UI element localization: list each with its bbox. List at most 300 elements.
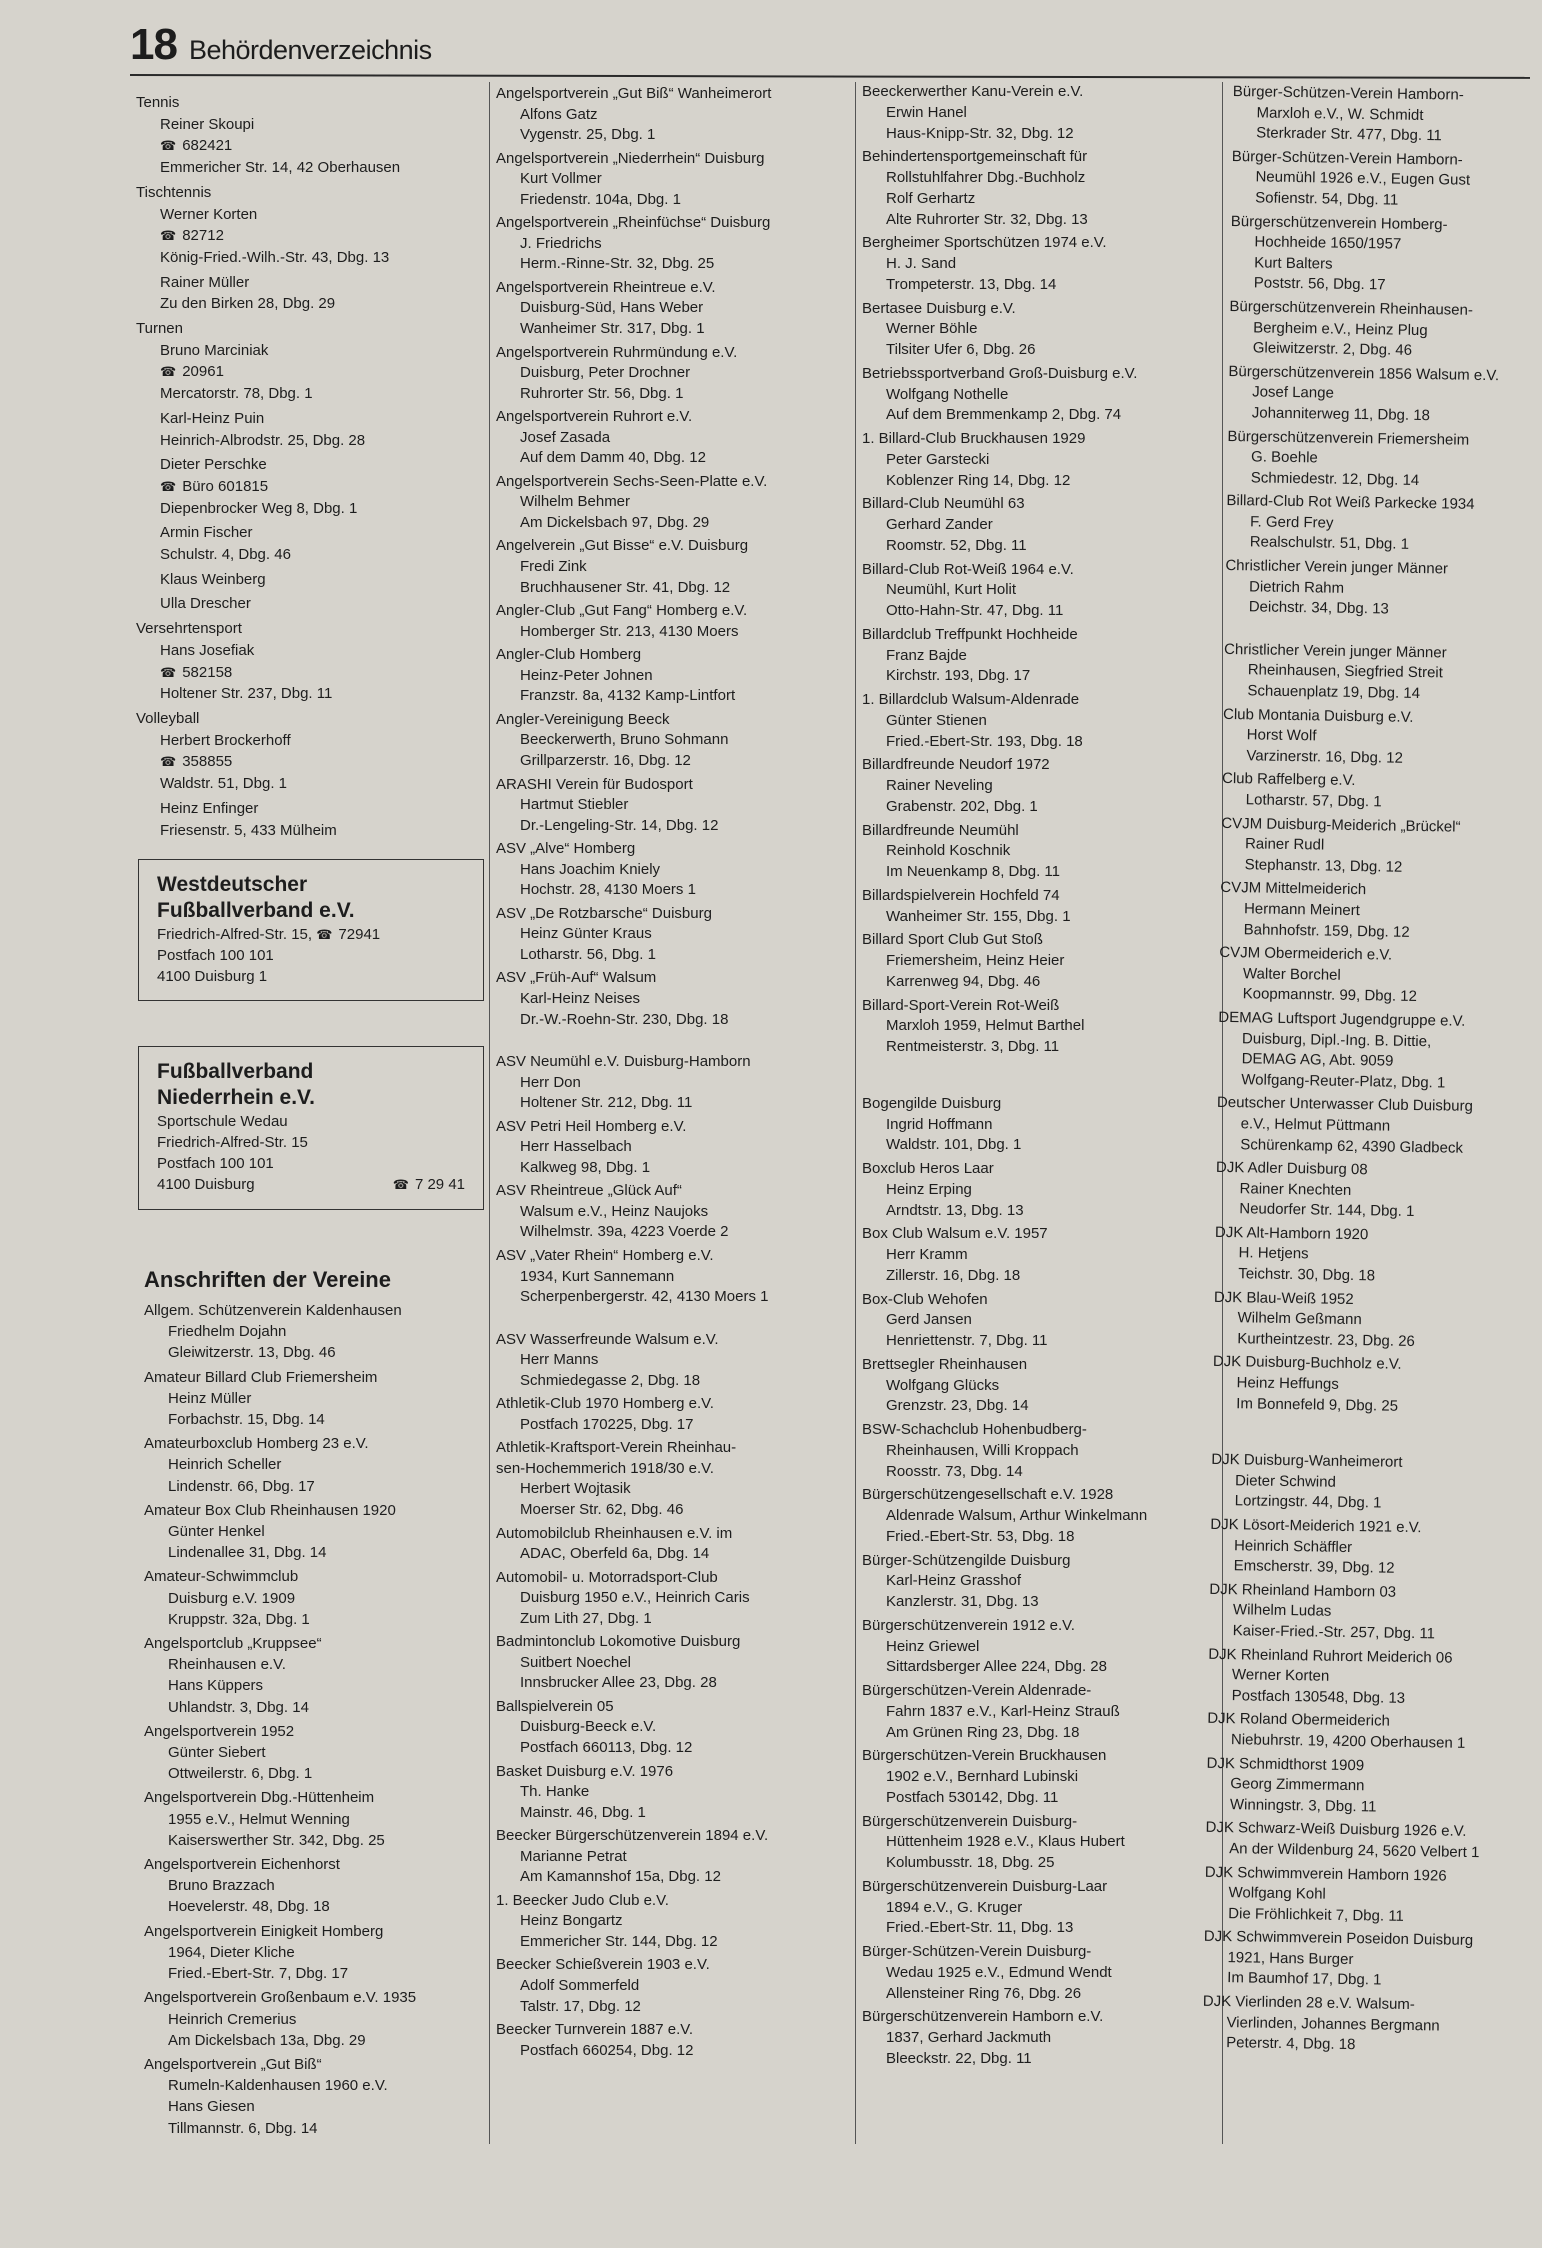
entry-detail-line: Innsbrucker Allee 23, Dbg. 28 [520, 1674, 717, 1692]
entry-detail-line: Werner Böhle [886, 320, 978, 338]
entry-detail-line: Gerhard Zander [886, 516, 993, 533]
entry-detail-line: Friesenstr. 5, 433 Mülheim [160, 821, 337, 839]
phone-icon [160, 137, 182, 154]
entry-title-line: Brettsegler Rheinhausen [862, 1355, 1028, 1373]
entry-detail-line: Teichstr. 30, Dbg. 18 [1238, 1265, 1376, 1285]
entry-detail-line: Talstr. 17, Dbg. 12 [520, 1997, 641, 2015]
entry-title-line: Tischtennis [136, 183, 212, 201]
entry-title-line: Box Club Walsum e.V. 1957 [862, 1225, 1048, 1243]
entry-detail-line: Hochheide 1650/1957 [1254, 233, 1402, 253]
phone-icon [160, 363, 182, 380]
entry-detail-line: Rollstuhlfahrer Dbg.-Buchholz [886, 169, 1086, 186]
entry-detail-line: Niebuhrstr. 19, 4200 Oberhausen 1 [1230, 1731, 1466, 1752]
entry-title-line: Bogengilde Duisburg [862, 1094, 1002, 1112]
entry-title-line: Billard-Club Rot Weiß Parkecke 1934 [1226, 492, 1475, 514]
page-number: 18 [130, 20, 177, 69]
entry-title-line: 1. Beecker Judo Club e.V. [496, 1891, 669, 1909]
entry-title-line: DJK Duisburg-Wanheimerort [1211, 1451, 1403, 1472]
entry-detail-line: Werner Korten [1231, 1666, 1330, 1685]
entry-detail-line: Kalkweg 98, Dbg. 1 [520, 1158, 651, 1176]
entry-detail-line: Auf dem Damm 40, Dbg. 12 [520, 449, 706, 467]
entry-title-line: Billard-Club Rot-Weiß 1964 e.V. [862, 560, 1074, 578]
entry-detail-line: Schmiedegasse 2, Dbg. 18 [520, 1371, 701, 1389]
entry-detail-line: Realschulstr. 51, Dbg. 1 [1249, 533, 1410, 554]
entry-detail-line: Schürenkamp 62, 4390 Gladbeck [1240, 1135, 1464, 1157]
entry-detail-line: Diepenbrocker Weg 8, Dbg. 1 [160, 499, 358, 517]
entry-detail-line: Holtener Str. 237, Dbg. 11 [160, 685, 333, 703]
entry-detail-line: Heinz Griewel [886, 1637, 980, 1655]
entry-detail-line: Schmiedestr. 12, Dbg. 14 [1250, 469, 1420, 489]
entry-detail-line: Fried.-Ebert-Str. 7, Dbg. 17 [168, 1965, 349, 1983]
entry-title-line: Angelsportverein „Gut Biß“ [144, 2055, 322, 2073]
entry-title-line: Angelsportverein „Gut Biß“ Wanheimerort [496, 85, 772, 102]
entry-detail-line: 1894 e.V., G. Kruger [886, 1898, 1023, 1916]
column-3-clubs [862, 82, 1147, 2070]
entry-detail-line: Vierlinden, Johannes Bergmann [1226, 2013, 1440, 2035]
entry-detail-line: Walsum e.V., Heinz Naujoks [520, 1202, 709, 1220]
entry-detail-line: Haus-Knipp-Str. 32, Dbg. 12 [886, 124, 1074, 142]
entry-detail-line: Die Fröhlichkeit 7, Dbg. 11 [1228, 1904, 1404, 1925]
entry-detail-line: Heinrich-Albrodstr. 25, Dbg. 28 [160, 431, 366, 449]
entry-detail-line: Rainer Neveling [886, 777, 993, 794]
entry-detail-line: Sofienstr. 54, Dbg. 11 [1255, 189, 1399, 209]
entry-detail-line: Karrenweg 94, Dbg. 46 [886, 972, 1041, 990]
entry-detail-line: Sterkrader Str. 477, Dbg. 11 [1256, 124, 1442, 145]
entry-detail-line: Reiner Skoupi [160, 115, 255, 133]
entry-detail-line: Kurt Balters [1254, 254, 1333, 273]
entry-detail-line: Alfons Gatz [520, 105, 598, 123]
entry-detail-line: Heinz Günter Kraus [520, 925, 652, 943]
entry-title-line: Boxclub Heros Laar [862, 1160, 994, 1177]
entry-detail-line: Günter Siebert [168, 1744, 266, 1762]
entry-title-line: Bürger-Schützen-Verein Duisburg- [862, 1943, 1092, 1960]
box-city: 4100 Duisburg [157, 1176, 255, 1193]
entry-title-line: Angelsportverein 1952 [144, 1722, 295, 1740]
entry-title-line: Billardclub Treffpunkt Hochheide [862, 625, 1078, 643]
entry-detail-line: Walter Borchel [1242, 965, 1341, 984]
entry-title-line: DJK Schwimmverein Hamborn 1926 [1204, 1863, 1447, 1885]
entry-detail-line: Postfach 660254, Dbg. 12 [520, 2041, 694, 2059]
entry-detail-line: Roomstr. 52, Dbg. 11 [886, 536, 1027, 554]
entry-title-line: DJK Lösort-Meiderich 1921 e.V. [1210, 1515, 1422, 1537]
entry-detail-line: Holtener Str. 212, Dbg. 11 [520, 1094, 693, 1112]
entry-detail-line: Beeckerwerth, Bruno Sohmann [520, 731, 729, 749]
entry-title-line: BSW-Schachclub Hohenbudberg- [862, 1421, 1087, 1438]
entry-detail-line: Heinz Bongartz [520, 1912, 623, 1930]
entry-title-line: Beeckerwerther Kanu-Verein e.V. [862, 83, 1084, 100]
entry-detail-line: Dr.-Lengeling-Str. 14, Dbg. 12 [520, 816, 719, 834]
entry-title-line: Angelsportverein Eichenhorst [144, 1856, 340, 1874]
entry-title-line: Amateurboxclub Homberg 23 e.V. [144, 1435, 369, 1453]
entry-title-line: DJK Roland Obermeiderich [1207, 1710, 1390, 1731]
fussballverband-niederrhein-box [138, 1046, 484, 1210]
entry-detail-line: Am Dickelsbach 97, Dbg. 29 [520, 513, 710, 531]
box-title-line-1: Fußballverband [157, 1060, 314, 1083]
entry-detail-line: Wolfgang Kohl [1228, 1884, 1326, 1903]
entry-detail-line: Rheinhausen, Willi Kroppach [886, 1441, 1079, 1459]
entry-detail-line: Zillerstr. 16, Dbg. 18 [886, 1266, 1021, 1284]
entry-detail-line: Koopmannstr. 99, Dbg. 12 [1242, 985, 1418, 1006]
entry-title-line: Bürgerschützen-Verein Bruckhausen [862, 1747, 1107, 1765]
column-4-clubs [1202, 82, 1507, 2058]
entry-detail-line: Erwin Hanel [886, 103, 967, 121]
entry-detail-line: ☎ 20961 [136, 361, 400, 383]
entry-detail-line: Forbachstr. 15, Dbg. 14 [168, 1411, 325, 1429]
entry-title-line: Bertasee Duisburg e.V. [862, 299, 1016, 317]
entry-title-line: DJK Alt-Hamborn 1920 [1214, 1223, 1369, 1244]
entry-detail-line: 1934, Kurt Sannemann [520, 1267, 675, 1285]
entry-detail-line: Grillparzerstr. 16, Dbg. 12 [520, 751, 691, 769]
entry-detail-line: Fahrn 1837 e.V., Karl-Heinz Strauß [886, 1702, 1120, 1720]
entry-detail-line: Herr Hasselbach [520, 1138, 632, 1156]
entry-detail-line: Duisburg 1950 e.V., Heinrich Caris [520, 1589, 750, 1607]
entry-detail-line: Wanheimer Str. 317, Dbg. 1 [520, 320, 705, 338]
entry-detail-line: Kaiserswerther Str. 342, Dbg. 25 [168, 1831, 385, 1849]
entry-title-line: Angelsportverein Rheintreue e.V. [496, 278, 716, 296]
entry-detail-line: Rainer Müller [160, 273, 250, 291]
entry-detail-line: Lortzingstr. 44, Dbg. 1 [1234, 1492, 1382, 1512]
entry-title-line: Angelsportverein „Rheinfüchse“ Duisburg [496, 214, 771, 232]
entry-detail-line: Kurtheintzestr. 23, Dbg. 26 [1237, 1330, 1415, 1350]
entry-detail-line: Homberger Str. 213, 4130 Moers [520, 622, 739, 640]
entry-detail-line: J. Friedrichs [520, 234, 602, 252]
entry-title-line: Bürgerschützenverein Homberg- [1230, 212, 1448, 233]
entry-detail-line: Im Bonnefeld 9, Dbg. 25 [1236, 1394, 1399, 1415]
entry-detail-line: Aldenrade Walsum, Arthur Winkelmann [886, 1507, 1148, 1524]
entry-detail-line: ☎ 582158 [136, 662, 400, 684]
entry-title-line: Christlicher Verein junger Männer [1223, 640, 1447, 662]
entry-detail-line: Wolfgang Glücks [886, 1376, 1000, 1394]
entry-detail-line: Fried.-Ebert-Str. 193, Dbg. 18 [886, 732, 1083, 750]
section-heading: Anschriften der Vereine [144, 1267, 391, 1292]
entry-detail-line: Postfach 130548, Dbg. 13 [1231, 1686, 1406, 1707]
entry-detail-line: Alte Ruhrorter Str. 32, Dbg. 13 [886, 210, 1088, 228]
entry-detail-line: 1902 e.V., Bernhard Lubinski [886, 1768, 1079, 1785]
entry-detail-line: Heinrich Scheller [168, 1456, 282, 1474]
entry-detail-line: Trompeterstr. 13, Dbg. 14 [886, 275, 1057, 293]
entry-detail-line: Postfach 170225, Dbg. 17 [520, 1415, 694, 1433]
entry-detail-line: 1955 e.V., Helmut Wenning [168, 1810, 350, 1828]
entry-detail-line: Schulstr. 4, Dbg. 46 [160, 546, 291, 564]
entry-detail-line: Roosstr. 73, Dbg. 14 [886, 1462, 1023, 1480]
entry-detail-line: F. Gerd Frey [1249, 513, 1334, 532]
entry-detail-line: Johanniterweg 11, Dbg. 18 [1251, 404, 1431, 425]
entry-detail-line: Bleeckstr. 22, Dbg. 11 [886, 2049, 1032, 2067]
entry-title-line: DJK Duisburg-Buchholz e.V. [1212, 1353, 1402, 1374]
entry-title-line: Club Raffelberg e.V. [1221, 770, 1356, 790]
phone-icon [160, 664, 182, 681]
entry-title-line: Turnen [136, 320, 183, 338]
entry-detail-line: Neudorfer Str. 144, Dbg. 1 [1239, 1200, 1415, 1221]
entry-detail-line: König-Fried.-Wilh.-Str. 43, Dbg. 13 [160, 248, 390, 266]
entry-detail-line: Hartmut Stiebler [520, 796, 629, 814]
entry-title-line: Bürgerschützen-Verein Aldenrade- [862, 1682, 1092, 1699]
entry-detail-line: Grabenstr. 202, Dbg. 1 [886, 797, 1038, 815]
column-2-clubs [496, 84, 771, 2061]
entry-detail-line: Georg Zimmermann [1230, 1775, 1365, 1795]
entry-detail-line: Varzinerstr. 16, Dbg. 12 [1246, 747, 1404, 767]
entry-title-line: Allgem. Schützenverein Kaldenhausen [144, 1302, 402, 1319]
entry-detail-line: Kanzlerstr. 31, Dbg. 13 [886, 1593, 1039, 1610]
entry-detail-line: Tillmannstr. 6, Dbg. 14 [168, 2119, 318, 2137]
entry-detail-line: Im Neuenkamp 8, Dbg. 11 [886, 863, 1060, 880]
entry-detail-line: Hans Joachim Kniely [520, 860, 661, 878]
entry-detail-line: Lindenstr. 66, Dbg. 17 [168, 1477, 315, 1495]
entry-detail-line: Koblenzer Ring 14, Dbg. 12 [886, 471, 1071, 489]
entry-detail-line: Allensteiner Ring 76, Dbg. 26 [886, 1984, 1082, 2002]
entry-title-line: Angler-Club „Gut Fang“ Homberg e.V. [496, 602, 748, 620]
page-header [130, 20, 432, 70]
entry-detail-line: Poststr. 56, Dbg. 17 [1253, 274, 1386, 294]
page-title: Behördenverzeichnis [188, 35, 432, 65]
entry-title-line: Bürgerschützenverein Friemersheim [1227, 427, 1470, 449]
entry-detail-line: Postfach 660113, Dbg. 12 [520, 1739, 693, 1757]
entry-title-line: Beecker Turnverein 1887 e.V. [496, 2021, 694, 2039]
entry-detail-line: Heinz Erping [886, 1180, 972, 1198]
entry-title-line: Beecker Schießverein 1903 e.V. [496, 1956, 710, 1974]
entry-detail-line: Hans Küppers [168, 1677, 264, 1695]
entry-title-line: DEMAG Luftsport Jugendgruppe e.V. [1218, 1008, 1466, 1030]
entry-detail-line: Günter Henkel [168, 1523, 265, 1541]
entry-title-line: Tennis [136, 94, 180, 111]
entry-detail-line: Emscherstr. 39, Dbg. 12 [1233, 1557, 1395, 1577]
box-line-2: Friedrich-Alfred-Str. 15 [157, 1134, 308, 1151]
entry-detail-line: Heinz Heffungs [1236, 1374, 1339, 1393]
entry-detail-line: Herr Don [520, 1073, 581, 1091]
entry-title-line: ASV Petri Heil Homberg e.V. [496, 1117, 687, 1135]
entry-title-line: ASV „Alve“ Homberg [496, 840, 636, 858]
entry-detail-line: Karl-Heinz Neises [520, 989, 641, 1007]
entry-detail-line: ☎ Büro 601815 [136, 476, 400, 498]
entry-detail-line: Waldstr. 51, Dbg. 1 [160, 775, 288, 793]
entry-detail-line: Am Grünen Ring 23, Dbg. 18 [886, 1723, 1080, 1741]
entry-title-line: Billard-Sport-Verein Rot-Weiß [862, 996, 1060, 1014]
column-divider-1 [489, 82, 490, 2144]
entry-title-line: Amateur Billard Club Friemersheim [144, 1368, 378, 1386]
entry-title-line: Angelsportclub „Kruppsee“ [144, 1635, 322, 1653]
entry-detail-line: Adolf Sommerfeld [520, 1977, 640, 1995]
entry-title-line: Angler-Vereinigung Beeck [496, 710, 670, 728]
entry-detail-line: Friemersheim, Heinz Heier [886, 952, 1065, 969]
entry-detail-line: Sittardsberger Allee 224, Dbg. 28 [886, 1658, 1107, 1676]
entry-detail-line: Dr.-W.-Roehn-Str. 230, Dbg. 18 [520, 1010, 729, 1028]
entry-title-line: Angelverein „Gut Bisse“ e.V. Duisburg [496, 537, 749, 555]
entry-detail-line: Postfach 530142, Dbg. 11 [886, 1788, 1059, 1806]
entry-detail-line: e.V., Helmut Püttmann [1240, 1115, 1391, 1135]
entry-detail-line: Günter Stienen [886, 711, 987, 729]
entry-detail-line: Ottweilerstr. 6, Dbg. 1 [168, 1765, 313, 1783]
entry-detail-line: Rolf Gerhartz [886, 189, 976, 207]
entry-detail-line: Kurt Vollmer [520, 170, 602, 188]
entry-detail-line: Klaus Weinberg [160, 570, 266, 588]
entry-detail-line: G. Boehle [1250, 448, 1318, 467]
entry-detail-line: Bruno Brazzach [168, 1877, 275, 1895]
phone-icon [160, 478, 182, 495]
entry-detail-line: Herm.-Rinne-Str. 32, Dbg. 25 [520, 255, 715, 273]
entry-detail-line: ☎ 682421 [136, 135, 400, 157]
entry-title-line: Bürger-Schützengilde Duisburg [862, 1551, 1071, 1569]
entry-detail-line: Heinrich Schäffler [1233, 1536, 1353, 1556]
entry-title-line: Angelsportverein „Niederrhein“ Duisburg [496, 149, 765, 167]
entry-title-line: ASV Wasserfreunde Walsum e.V. [496, 1330, 719, 1348]
entry-detail-line: Gerd Jansen [886, 1311, 972, 1329]
box-phone: 72941 [338, 926, 381, 943]
entry-detail-line: Fried.-Ebert-Str. 53, Dbg. 18 [886, 1527, 1075, 1545]
entry-detail-line: Zu den Birken 28, Dbg. 29 [160, 295, 336, 313]
entry-detail-line: Tilsiter Ufer 6, Dbg. 26 [886, 341, 1036, 358]
entry-detail-line: Rheinhausen, Siegfried Streit [1247, 661, 1443, 682]
entry-detail-line: Franzstr. 8a, 4132 Kamp-Lintfort [520, 687, 736, 705]
entry-detail-line: Rheinhausen e.V. [168, 1656, 286, 1674]
entry-title-line: Club Montania Duisburg e.V. [1222, 705, 1414, 726]
entry-detail-line: Ingrid Hoffmann [886, 1115, 993, 1133]
entry-detail-line: Rumeln-Kaldenhausen 1960 e.V. [168, 2077, 388, 2095]
entry-detail-line: Herr Kramm [886, 1246, 968, 1263]
entry-detail-line: Hüttenheim 1928 e.V., Klaus Hubert [886, 1833, 1125, 1851]
entry-title-line: Basket Duisburg e.V. 1976 [496, 1762, 674, 1780]
entry-title-line: Christlicher Verein junger Männer [1225, 557, 1449, 578]
entry-detail-line: Am Dickelsbach 13a, Dbg. 29 [168, 2031, 366, 2049]
entry-title-line: Amateur-Schwimmclub [144, 1568, 299, 1586]
entry-detail-line: Marianne Petrat [520, 1847, 627, 1865]
entry-title-line: Automobilclub Rheinhausen e.V. im [496, 1524, 733, 1542]
box-line-1: Sportschule Wedau [157, 1113, 288, 1130]
entry-detail-line: Herbert Wojtasik [520, 1480, 631, 1498]
entry-title-line: Bürgerschützenverein 1856 Walsum e.V. [1228, 362, 1500, 384]
entry-detail-line: Henriettenstr. 7, Dbg. 11 [886, 1332, 1048, 1349]
column-1-clubs [144, 1300, 416, 2139]
entry-title-line: Bürger-Schützen-Verein Hamborn- [1232, 82, 1464, 104]
entry-title-line: CVJM Obermeiderich e.V. [1219, 944, 1393, 964]
entry-detail-line: Wilhelm Behmer [520, 493, 631, 511]
entry-title-line: Angelsportverein Einigkeit Homberg [144, 1922, 384, 1940]
entry-detail-line: Armin Fischer [160, 524, 253, 542]
entry-detail-line: 1921, Hans Burger [1227, 1949, 1354, 1968]
entry-detail-line: Mercatorstr. 78, Dbg. 1 [160, 385, 313, 403]
entry-detail-line: Mainstr. 46, Dbg. 1 [520, 1803, 646, 1821]
entry-detail-line: Heinz Enfinger [160, 799, 259, 817]
entry-title-line: Angelsportverein Dbg.-Hüttenheim [144, 1789, 375, 1807]
entry-detail-line: Duisburg-Süd, Hans Weber [520, 299, 704, 317]
entry-detail-line: Fried.-Ebert-Str. 11, Dbg. 13 [886, 1919, 1074, 1937]
entry-detail-line: Wanheimer Str. 155, Dbg. 1 [886, 907, 1071, 925]
entry-detail-line: Kirchstr. 193, Dbg. 17 [886, 667, 1031, 685]
entry-detail-line: Moerser Str. 62, Dbg. 46 [520, 1501, 684, 1518]
entry-title-line: Bürger-Schützen-Verein Hamborn- [1231, 147, 1463, 169]
entry-title-line: DJK Schmidthorst 1909 [1206, 1754, 1365, 1774]
entry-title-line: Automobil- u. Motorradsport-Club [496, 1568, 718, 1586]
entry-detail-line: Fredi Zink [520, 558, 587, 576]
entry-detail-line: Scherpenbergerstr. 42, 4130 Moers 1 [520, 1288, 769, 1306]
entry-title-line: Angelsportverein Großenbaum e.V. 1935 [144, 1989, 417, 2007]
westdeutscher-fussballverband-box [138, 859, 484, 1001]
entry-detail-line: Heinz Müller [168, 1389, 252, 1407]
entry-detail-line: Hoevelerstr. 48, Dbg. 18 [168, 1898, 330, 1916]
entry-detail-line: Kaiser-Fried.-Str. 257, Dbg. 11 [1232, 1622, 1436, 1643]
entry-detail-line: Th. Hanke [520, 1783, 590, 1801]
entry-detail-line: Dieter Schwind [1234, 1472, 1337, 1491]
entry-detail-line: Im Baumhof 17, Dbg. 1 [1227, 1969, 1382, 1990]
entry-detail-line: Dietrich Rahm [1248, 577, 1345, 597]
entry-detail-line: Bruno Marciniak [160, 341, 269, 359]
entry-detail-line: Herr Manns [520, 1351, 599, 1369]
box-title-line-1: Westdeutscher [157, 873, 308, 896]
entry-title-line: Bürgerschützenverein Rheinhausen- [1229, 297, 1474, 319]
entry-title-line: Billard-Club Neumühl 63 [862, 495, 1025, 513]
entry-detail-line: Grenzstr. 23, Dbg. 14 [886, 1397, 1029, 1415]
entry-title-line: ASV „Früh-Auf“ Walsum [496, 969, 657, 987]
entry-title-line: Billardfreunde Neudorf 1972 [862, 756, 1050, 774]
entry-title-line: DJK Blau-Weiß 1952 [1213, 1288, 1354, 1308]
entry-detail-line: Emmericher Str. 14, 42 Oberhausen [160, 159, 401, 177]
entry-detail-line: Duisburg, Dipl.-Ing. B. Dittie, [1241, 1029, 1432, 1050]
entry-detail-line: Emmericher Str. 144, Dbg. 12 [520, 1932, 718, 1950]
entry-detail-line: Wilhelmstr. 39a, 4223 Voerde 2 [520, 1223, 729, 1241]
entry-detail-line: Vygenstr. 25, Dbg. 1 [520, 126, 656, 144]
entry-detail-line: 1837, Gerhard Jackmuth [886, 2029, 1052, 2046]
phone-icon [160, 227, 182, 244]
entry-title-line: Angelsportverein Sechs-Seen-Platte e.V. [496, 472, 768, 490]
entry-detail-line: Suitbert Noechel [520, 1653, 631, 1671]
entry-detail-line: Deichstr. 34, Dbg. 13 [1248, 598, 1389, 618]
entry-title-line: Amateur Box Club Rheinhausen 1920 [144, 1501, 396, 1519]
entry-title-line: DJK Rheinland Hamborn 03 [1209, 1580, 1397, 1601]
entry-detail-line: Hans Giesen [168, 2098, 255, 2116]
entry-detail-line: Rainer Rudl [1244, 835, 1325, 854]
entry-detail-line: Horst Wolf [1246, 726, 1317, 745]
entry-detail-line: Waldstr. 101, Dbg. 1 [886, 1136, 1022, 1154]
entry-title-line: CVJM Mittelmeiderich [1220, 879, 1367, 899]
entry-title-line: Bürgerschützenverein Duisburg- [862, 1812, 1078, 1830]
entry-detail-line: Hermann Meinert [1243, 900, 1361, 920]
entry-title-line: Deutscher Unterwasser Club Duisburg [1216, 1094, 1474, 1116]
entry-title-line: ASV Rheintreue „Glück Auf“ [496, 1182, 682, 1200]
entry-detail-line: Heinz-Peter Johnen [520, 666, 653, 684]
entry-title-line: DJK Rheinland Ruhrort Meiderich 06 [1208, 1645, 1453, 1667]
entry-title-line: ASV „Vater Rhein“ Homberg e.V. [496, 1246, 714, 1264]
entry-detail-line: An der Wildenburg 24, 5620 Velbert 1 [1229, 1840, 1480, 1861]
entry-detail-line: Lotharstr. 57, Dbg. 1 [1245, 791, 1382, 811]
column-1-sports-contacts [136, 92, 400, 844]
entry-title-line: Bürgerschützenverein 1912 e.V. [862, 1616, 1075, 1634]
entry-detail-line: Ulla Drescher [160, 595, 251, 613]
entry-title-line: ASV „De Rotzbarsche“ Duisburg [496, 904, 712, 922]
entry-detail-line: DEMAG AG, Abt. 9059 [1241, 1050, 1394, 1070]
entry-detail-line: Bahnhofstr. 159, Dbg. 12 [1243, 920, 1410, 941]
entry-title-line: Angelsportverein Ruhrort e.V. [496, 408, 693, 426]
entry-detail-line: Auf dem Bremmenkamp 2, Dbg. 74 [886, 406, 1122, 424]
entry-title-line: ASV Neumühl e.V. Duisburg-Hamborn [496, 1053, 751, 1071]
phone-icon [393, 1176, 415, 1193]
entry-title-line: Behindertensportgemeinschaft für [862, 148, 1088, 166]
entry-detail-line: ☎ 82712 [136, 225, 400, 247]
box-line-3: Postfach 100 101 [157, 1155, 274, 1172]
entry-title-line: CVJM Duisburg-Meiderich „Brückel“ [1221, 814, 1461, 836]
entry-detail-line: Gleiwitzerstr. 2, Dbg. 46 [1252, 339, 1413, 359]
entry-title-line: DJK Schwarz-Weiß Duisburg 1926 e.V. [1205, 1819, 1467, 1841]
entry-detail-line: 1964, Dieter Kliche [168, 1943, 295, 1961]
entry-detail-line: Dieter Perschke [160, 456, 267, 474]
entry-detail-line: Winningstr. 3, Dbg. 11 [1229, 1795, 1377, 1816]
entry-detail-line: Gleiwitzerstr. 13, Dbg. 46 [168, 1344, 336, 1362]
entry-detail-line: H. Hetjens [1238, 1244, 1309, 1263]
entry-title-line: 1. Billardclub Walsum-Aldenrade [862, 691, 1080, 708]
entry-detail-line: Bergheim e.V., Heinz Plug [1253, 318, 1428, 339]
entry-detail-line: Friedenstr. 104a, Dbg. 1 [520, 190, 681, 208]
box-street: Friedrich-Alfred-Str. 15, ☎ 72941 [157, 924, 465, 945]
entry-title-line: Billard Sport Club Gut Stoß [862, 931, 1043, 949]
entry-detail-line: Kruppstr. 32a, Dbg. 1 [168, 1610, 310, 1628]
